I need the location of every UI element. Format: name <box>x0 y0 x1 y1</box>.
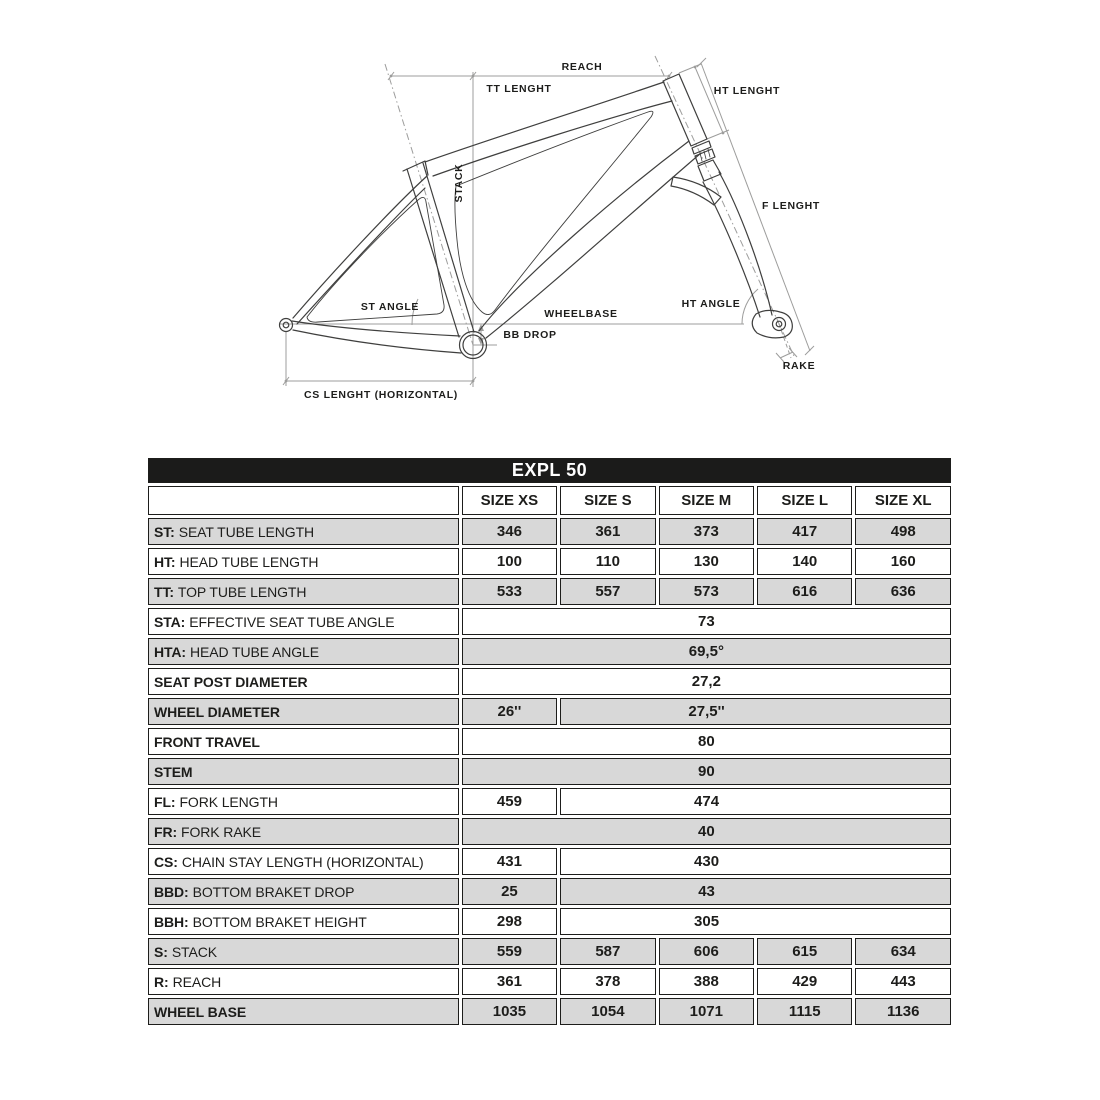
row-label-prefix: FRONT TRAVEL <box>154 733 260 750</box>
model-title: EXPL 50 <box>148 458 951 483</box>
row-label-prefix: STEM <box>154 763 193 780</box>
value-cell: 1071 <box>659 998 754 1025</box>
row-label <box>148 518 459 545</box>
row-label-prefix: S: <box>154 943 168 960</box>
value-cell: 388 <box>659 968 754 995</box>
label-ht-length: HT LENGHT <box>713 85 781 97</box>
table-row <box>148 968 951 995</box>
value-cell: 80 <box>462 728 951 755</box>
row-label-prefix: FR: <box>154 823 178 840</box>
value-cell: 616 <box>757 578 852 605</box>
value-cell: 498 <box>855 518 951 545</box>
value-cell: 378 <box>560 968 655 995</box>
table-row <box>148 878 951 905</box>
value-cell: 305 <box>560 908 951 935</box>
row-label-prefix: BBD: <box>154 883 189 900</box>
value-cell: 636 <box>855 578 951 605</box>
row-label-prefix: SEAT POST DIAMETER <box>154 673 308 690</box>
row-label-text: FORK LENGTH <box>179 793 278 810</box>
label-ht-angle: HT ANGLE <box>681 298 741 310</box>
value-cell: 110 <box>560 548 655 575</box>
table-row <box>148 818 951 845</box>
row-label-prefix: FL: <box>154 793 176 810</box>
row-label <box>148 998 459 1025</box>
value-cell: 417 <box>757 518 852 545</box>
value-cell: 140 <box>757 548 852 575</box>
row-label <box>148 698 459 725</box>
label-wheelbase: WHEELBASE <box>544 308 618 320</box>
table-row <box>148 578 951 605</box>
table-row <box>148 998 951 1025</box>
row-label <box>148 848 459 875</box>
row-label-prefix: ST: <box>154 523 175 540</box>
value-cell: 27,5'' <box>560 698 951 725</box>
row-label-text: BOTTOM BRAKET DROP <box>192 883 355 900</box>
table-header-row <box>148 486 951 515</box>
row-label-prefix: TT: <box>154 583 174 600</box>
row-label <box>148 668 459 695</box>
label-tt-length: TT LENGHT <box>486 83 552 95</box>
row-label <box>148 878 459 905</box>
value-cell: 459 <box>462 788 557 815</box>
label-f-length: F LENGHT <box>761 200 821 212</box>
row-label <box>148 548 459 575</box>
label-bb-drop: BB DROP <box>503 329 557 341</box>
table-row <box>148 518 951 545</box>
table-title-row <box>148 458 951 483</box>
value-cell: 160 <box>855 548 951 575</box>
col-header-size-s: SIZE S <box>560 486 655 515</box>
value-cell: 634 <box>855 938 951 965</box>
value-cell: 559 <box>462 938 557 965</box>
row-label-prefix: HT: <box>154 553 176 570</box>
value-cell: 27,2 <box>462 668 951 695</box>
col-header-size-m: SIZE M <box>659 486 754 515</box>
value-cell: 573 <box>659 578 754 605</box>
row-label-prefix: R: <box>154 973 169 990</box>
value-cell: 587 <box>560 938 655 965</box>
row-label <box>148 638 459 665</box>
value-cell: 69,5° <box>462 638 951 665</box>
frame-outline-drawing <box>280 74 793 359</box>
value-cell: 40 <box>462 818 951 845</box>
value-cell: 557 <box>560 578 655 605</box>
row-label <box>148 728 459 755</box>
row-label-text: STACK <box>171 943 217 960</box>
table-row <box>148 788 951 815</box>
row-label-text: CHAIN STAY LENGTH (HORIZONTAL) <box>181 853 424 870</box>
row-label-text: EFFECTIVE SEAT TUBE ANGLE <box>189 613 395 630</box>
label-reach: REACH <box>561 61 603 73</box>
value-cell: 1035 <box>462 998 557 1025</box>
row-label-prefix: CS: <box>154 853 178 870</box>
table-row <box>148 758 951 785</box>
value-cell: 346 <box>462 518 557 545</box>
value-cell: 361 <box>560 518 655 545</box>
value-cell: 474 <box>560 788 951 815</box>
row-label <box>148 908 459 935</box>
value-cell: 373 <box>659 518 754 545</box>
row-label-text: HEAD TUBE ANGLE <box>190 643 319 660</box>
row-label-text: SEAT TUBE LENGTH <box>178 523 315 540</box>
row-label <box>148 608 459 635</box>
label-rake: RAKE <box>782 360 816 372</box>
row-label-prefix: WHEEL DIAMETER <box>154 703 280 720</box>
value-cell: 615 <box>757 938 852 965</box>
table-row <box>148 728 951 755</box>
row-label <box>148 758 459 785</box>
row-label <box>148 938 459 965</box>
row-label <box>148 788 459 815</box>
value-cell: 1054 <box>560 998 655 1025</box>
row-label <box>148 818 459 845</box>
row-label-text: FORK RAKE <box>181 823 262 840</box>
diagram-labels <box>304 61 820 401</box>
label-cs-length: CS LENGHT (HORIZONTAL) <box>303 389 459 401</box>
empty-corner-cell <box>148 486 459 515</box>
row-label <box>148 968 459 995</box>
row-label-text: BOTTOM BRAKET HEIGHT <box>192 913 367 930</box>
table-row <box>148 938 951 965</box>
row-label-prefix: BBH: <box>154 913 189 930</box>
value-cell: 533 <box>462 578 557 605</box>
value-cell: 298 <box>462 908 557 935</box>
row-label <box>148 578 459 605</box>
value-cell: 429 <box>757 968 852 995</box>
value-cell: 26'' <box>462 698 557 725</box>
value-cell: 1115 <box>757 998 852 1025</box>
table-row <box>148 848 951 875</box>
value-cell: 606 <box>659 938 754 965</box>
row-label-text: REACH <box>172 973 222 990</box>
col-header-size-xs: SIZE XS <box>462 486 557 515</box>
table-row <box>148 668 951 695</box>
table-row <box>148 608 951 635</box>
value-cell: 443 <box>855 968 951 995</box>
value-cell: 100 <box>462 548 557 575</box>
value-cell: 1136 <box>855 998 951 1025</box>
bike-geometry-diagram <box>0 0 1100 450</box>
row-label-text: TOP TUBE LENGTH <box>177 583 307 600</box>
geometry-table <box>145 455 954 1028</box>
table-row <box>148 638 951 665</box>
table-row <box>148 908 951 935</box>
row-label-prefix: HTA: <box>154 643 186 660</box>
row-label-prefix: WHEEL BASE <box>154 1003 247 1020</box>
row-label-prefix: STA: <box>154 613 186 630</box>
value-cell: 431 <box>462 848 557 875</box>
label-st-angle: ST ANGLE <box>360 301 420 313</box>
value-cell: 430 <box>560 848 951 875</box>
table-row <box>148 698 951 725</box>
row-label-text: HEAD TUBE LENGTH <box>179 553 319 570</box>
col-header-size-xl: SIZE XL <box>855 486 951 515</box>
value-cell: 361 <box>462 968 557 995</box>
value-cell: 90 <box>462 758 951 785</box>
col-header-size-l: SIZE L <box>757 486 852 515</box>
label-stack: STACK <box>453 163 465 203</box>
table-row <box>148 548 951 575</box>
value-cell: 130 <box>659 548 754 575</box>
value-cell: 25 <box>462 878 557 905</box>
value-cell: 43 <box>560 878 951 905</box>
value-cell: 73 <box>462 608 951 635</box>
